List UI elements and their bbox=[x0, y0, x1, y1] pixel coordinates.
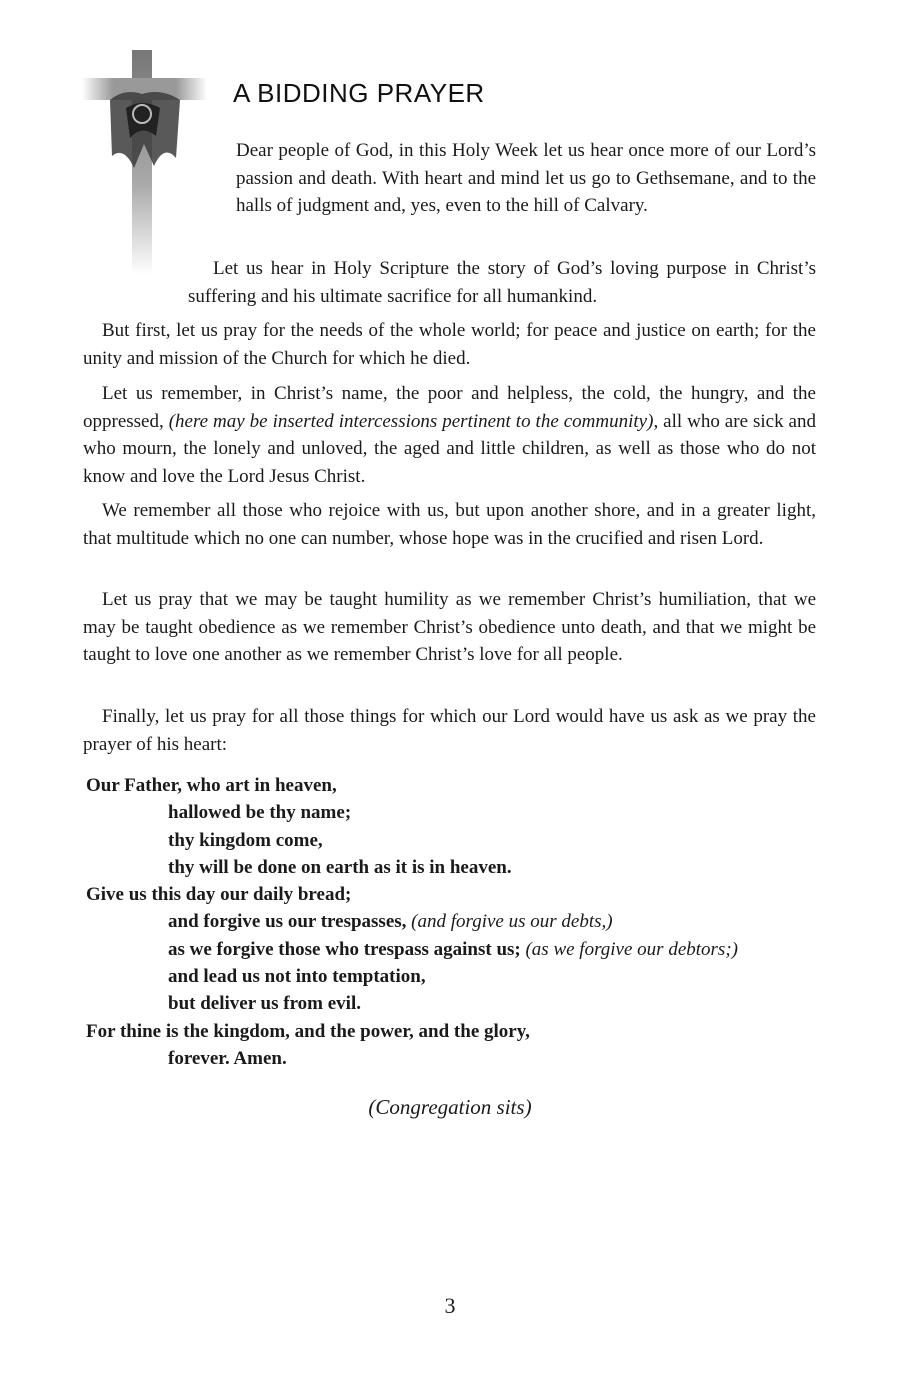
prayer-line: Give us this day our daily bread; bbox=[86, 884, 352, 906]
bidding-paragraph-intro: Dear people of God, in this Holy Week let us hear once more of our Lord’s passion and death. With heart and mind let us go to Gethsemane, and to the halls of judgment and, yes, even to the hill of Calvary. bbox=[236, 140, 816, 216]
prayer-line: hallowed be thy name; bbox=[168, 802, 352, 824]
prayer-line: thy will be done on earth as it is in heaven. bbox=[168, 856, 512, 878]
bidding-paragraph-world: But first, let us pray for the needs of the whole world; for peace and justice on earth; for the unity and mission of the Church for which he died. bbox=[83, 320, 816, 369]
prayer-line bbox=[86, 936, 738, 963]
bidding-paragraph-finally: Finally, let us pray for all those things for which our Lord would have us ask as we pray the prayer of his heart: bbox=[83, 706, 816, 755]
prayer-line: Our Father, who art in heaven, bbox=[86, 775, 337, 796]
bidding-paragraph-scripture: Let us hear in Holy Scripture the story of God’s loving purpose in Christ’s suffering and his ultimate sacrifice for all humankind. bbox=[188, 258, 816, 307]
lords-prayer bbox=[86, 772, 738, 1072]
rubric-instruction: (Congregation sits) bbox=[368, 1095, 532, 1119]
prayer-line: For thine is the kingdom, and the power, and the glory, bbox=[86, 1020, 530, 1042]
paragraph-text: , all who are sick and who mourn, the lonely and unloved, the aged and little children, as well as those who do not know and love the Lord Jesus Christ. bbox=[83, 410, 816, 487]
paragraph-text: Let us remember, in Christ’s name, the poor and helpless, the cold, the hungry, and the oppressed, bbox=[83, 383, 816, 432]
prayer-line bbox=[86, 908, 738, 935]
bidding-paragraph-remember bbox=[83, 380, 816, 490]
prayer-text: as we forgive those who trespass against us; bbox=[168, 938, 521, 960]
prayer-line: and lead us not into temptation, bbox=[168, 966, 426, 988]
bidding-paragraph-rejoice: We remember all those who rejoice with us, but upon another shore, and in a greater light, that multitude which no one can number, whose hope was in the crucified and risen Lord. bbox=[83, 500, 816, 549]
page-number: 3 bbox=[444, 1293, 456, 1318]
bidding-paragraph-humility: Let us pray that we may be taught humility as we remember Christ’s humiliation, that we may be taught obedience as we remember Christ’s obedience unto death, and that we might be taught to love one another as we remember Christ’s love for all people. bbox=[83, 589, 816, 665]
prayer-alternate-text: (as we forgive our debtors;) bbox=[525, 938, 738, 960]
prayer-alternate-text: (and forgive us our debts,) bbox=[411, 911, 613, 933]
prayer-line: forever. Amen. bbox=[168, 1047, 287, 1069]
prayer-line: thy kingdom come, bbox=[168, 829, 323, 851]
prayer-line: but deliver us from evil. bbox=[168, 993, 361, 1015]
page-title: A BIDDING PRAYER bbox=[233, 78, 485, 108]
intercession-instruction: (here may be inserted intercessions pertinent to the community) bbox=[168, 410, 654, 432]
cross-with-drape-illustration bbox=[80, 48, 210, 278]
prayer-text: and forgive us our trespasses, bbox=[168, 911, 407, 933]
